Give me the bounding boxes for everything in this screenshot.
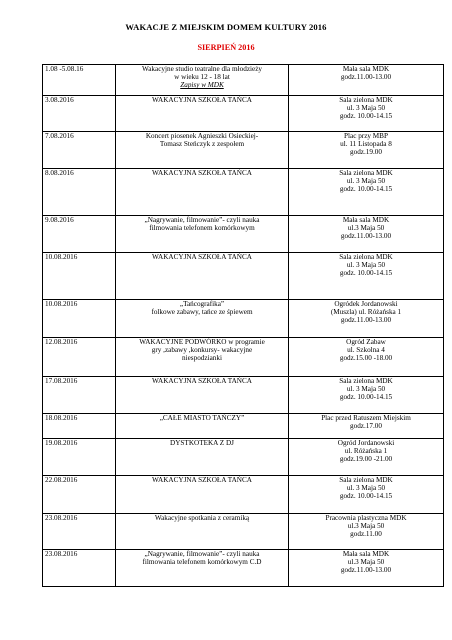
place-line: ul.3 Maja 50	[347, 522, 385, 531]
place-line: ul. 3 Maja 50	[346, 104, 386, 113]
table-row	[43, 414, 444, 439]
event-line: filmowania telefonem komórkowym	[149, 224, 255, 233]
table-row	[43, 65, 444, 96]
date-cell: 17.08.2016	[43, 377, 116, 414]
event-line: „Tańcografika”	[179, 300, 225, 308]
event-line: Tomasz Steńczyk z zespołem	[159, 140, 245, 149]
place-line: Ogród Zabaw	[346, 338, 386, 346]
date-cell: 1.08 -5.08.16	[43, 65, 116, 96]
table-row	[43, 216, 444, 253]
event-line: filmowania telefonem komórkowym C.D	[142, 558, 262, 567]
place-cell	[289, 253, 444, 300]
place-line: Sala zielona MDK	[339, 377, 393, 385]
place-line: ul. 11 Listopada 8	[340, 140, 392, 149]
table-row	[43, 514, 444, 550]
schedule-table	[42, 64, 444, 587]
event-cell	[116, 216, 289, 253]
event-line: gry ,zabawy ,konkursy- wakacyjne	[151, 346, 253, 355]
place-line: Plac przy MBP	[344, 132, 388, 140]
event-cell	[116, 300, 289, 338]
place-cell	[289, 550, 444, 587]
event-line: WAKACYJNA SZKOŁA TAŃCA	[152, 96, 252, 104]
event-line: Koncert piosenek Agnieszki Osieckiej-	[145, 132, 259, 140]
place-line: godz.11.00-13.00	[340, 316, 392, 325]
table-row	[43, 476, 444, 514]
place-line: ul. Szkolna 4	[347, 346, 385, 355]
event-cell	[116, 514, 289, 550]
date-cell: 10.08.2016	[43, 253, 116, 300]
date-cell: 18.08.2016	[43, 414, 116, 439]
table-row	[43, 169, 444, 216]
page-title: WAKACJE Z MIEJSKIM DOMEM KULTURY 2016	[125, 22, 327, 32]
date-cell: 3.08.2016	[43, 96, 116, 132]
table-row	[43, 132, 444, 169]
place-line: ul.3 Maja 50	[347, 558, 385, 567]
place-cell	[289, 476, 444, 514]
event-cell	[116, 414, 289, 439]
event-cell	[116, 253, 289, 300]
place-line: godz.17.00	[350, 422, 382, 431]
date-cell: 10.08.2016	[43, 300, 116, 338]
event-cell	[116, 132, 289, 169]
place-cell	[289, 169, 444, 216]
place-line: Mała sala MDK	[342, 65, 390, 73]
table-row	[43, 550, 444, 587]
place-cell	[289, 132, 444, 169]
place-line: godz. 10.00-14.15	[339, 112, 393, 121]
event-cell	[116, 377, 289, 414]
event-line: WAKACYJNE PODWÓRKO w programie	[139, 338, 265, 346]
event-cell	[116, 169, 289, 216]
event-line: DYSTKOTEKA Z DJ	[170, 439, 234, 447]
place-line: godz. 10.00-14.15	[339, 492, 393, 501]
date-cell: 23.08.2016	[43, 550, 116, 587]
place-line: godz.11.00-13.00	[340, 73, 392, 82]
place-line: Plac przed Ratuszem Miejskim	[321, 414, 411, 422]
place-line: ul. 3 Maja 50	[346, 261, 386, 270]
event-line: „Nagrywanie, filmowanie”- czyli nauka	[144, 216, 260, 224]
place-line: godz.11.00-13.00	[340, 232, 392, 241]
place-cell	[289, 300, 444, 338]
place-cell	[289, 216, 444, 253]
date-cell: 7.08.2016	[43, 132, 116, 169]
registration-note: Zapisy w MDK	[180, 81, 224, 90]
table-row	[43, 338, 444, 377]
place-line: Mała sala MDK	[342, 216, 390, 224]
month-heading: SIERPIEŃ 2016	[197, 43, 255, 52]
place-line: Ogródek Jordanowski	[334, 300, 398, 308]
place-line: godz.15.00 -18.00	[339, 354, 393, 363]
place-line: ul. 3 Maja 50	[346, 484, 386, 493]
event-line: folkowe zabawy, tańce ze śpiewem	[151, 308, 253, 317]
place-cell	[289, 338, 444, 377]
place-line: Sala zielona MDK	[339, 169, 393, 177]
event-line: WAKACYJNA SZKOŁA TAŃCA	[152, 476, 252, 484]
place-cell	[289, 65, 444, 96]
place-line: Sala zielona MDK	[339, 476, 393, 484]
place-line: godz. 10.00-14.15	[339, 393, 393, 402]
date-cell: 22.08.2016	[43, 476, 116, 514]
date-cell: 9.08.2016	[43, 216, 116, 253]
table-row	[43, 439, 444, 476]
place-line: Sala zielona MDK	[339, 96, 393, 104]
date-cell: 8.08.2016	[43, 169, 116, 216]
place-line: Sala zielona MDK	[339, 253, 393, 261]
table-row	[43, 377, 444, 414]
event-line: Wakacyjne studio teatralne dla młodzieży	[142, 65, 262, 73]
event-line: Wakacyjne spotkania z ceramiką	[154, 514, 250, 522]
table-row	[43, 300, 444, 338]
place-line: ul.3 Maja 50	[347, 224, 385, 233]
place-line: godz.11.00	[350, 530, 382, 539]
place-cell	[289, 414, 444, 439]
event-cell	[116, 338, 289, 377]
place-cell	[289, 377, 444, 414]
event-line: WAKACYJNA SZKOŁA TAŃCA	[152, 253, 252, 261]
event-cell	[116, 65, 289, 96]
place-line: godz. 10.00-14.15	[339, 185, 393, 194]
place-cell	[289, 96, 444, 132]
event-line: WAKACYJNA SZKOŁA TAŃCA	[152, 377, 252, 385]
place-cell	[289, 439, 444, 476]
date-cell: 19.08.2016	[43, 439, 116, 476]
table-row	[43, 253, 444, 300]
place-line: ul. Różańska 1	[344, 447, 388, 456]
date-cell: 12.08.2016	[43, 338, 116, 377]
event-cell	[116, 439, 289, 476]
date-cell: 23.08.2016	[43, 514, 116, 550]
place-line: ul. 3 Maja 50	[346, 385, 386, 394]
place-line: godz. 10.00-14.15	[339, 269, 393, 278]
place-line: godz.19.00	[350, 148, 382, 157]
event-line: „CAŁE MIASTO TAŃCZY”	[159, 414, 245, 422]
event-cell	[116, 550, 289, 587]
event-cell	[116, 476, 289, 514]
event-line: WAKACYJNA SZKOŁA TAŃCA	[152, 169, 252, 177]
table-row	[43, 96, 444, 132]
place-line: Ogród Jordanowski	[337, 439, 395, 447]
event-cell	[116, 96, 289, 132]
place-line: godz.19.00 -21.00	[339, 455, 393, 464]
event-line: „Nagrywanie, filmowanie”- czyli nauka	[144, 550, 260, 558]
event-line: niespodzianki	[182, 354, 222, 363]
place-cell	[289, 514, 444, 550]
place-line: Pracownia plastyczna MDK	[325, 514, 407, 522]
place-line: (Muszla) ul. Różańska 1	[330, 308, 402, 317]
place-line: Mała sala MDK	[342, 550, 390, 558]
place-line: godz.11.00-13.00	[340, 566, 392, 575]
place-line: ul. 3 Maja 50	[346, 177, 386, 186]
event-line: w wieku 12 - 18 lat	[174, 73, 230, 82]
